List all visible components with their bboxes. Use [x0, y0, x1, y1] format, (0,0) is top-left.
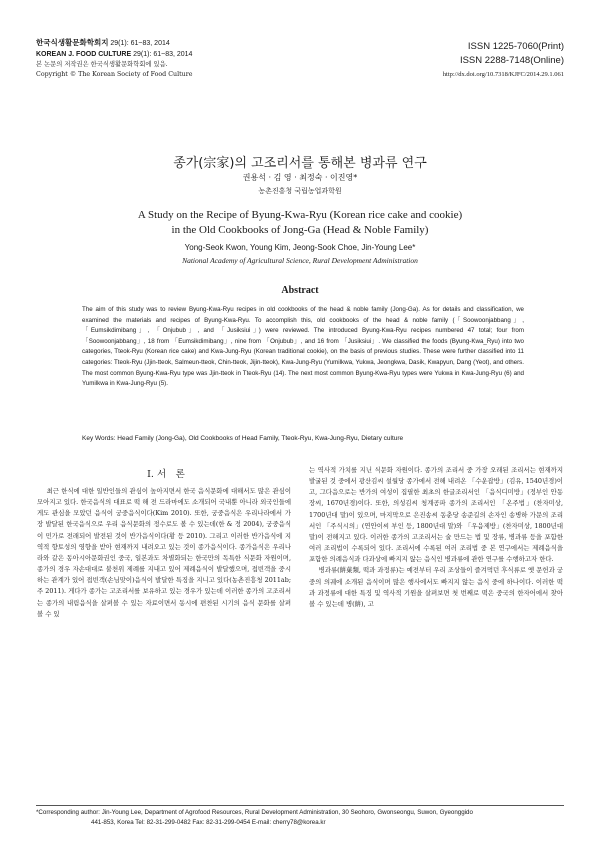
abstract-text: The aim of this study was to review Byung-Kwa-Ryu recipes in old cookbooks of the head & noble family (Jong-Ga). As for details and classification, we examined the materials and recipes of Byung-Kwa-Ryu. To accomplish this, old cookbooks of the head & noble family (「Soowoonjabbang」, 「Eumsikdimibang」, 「Onjubub」, and 「Jusiksiui」) were reviewed. The introduced Byung-Kwa-Ryu recipes numbered 47 total; four from 「Soowoonjabbang」, 18 from 「Eumsikdimibang」, nine from 「Onjubub」, and 16 from 「Jusiksiui」. We classified the foods (Byung-Kwa_Ryu) into two categories, Tteok-Ryu (Korean rice cake) and Kwa-Jung-Ryu (Korean traditional cookie), on the basis of previous studies. These were further classified into 11 categories: Tteok-Ryu (Jjin-tteok, Salmeun-tteok, Chin-tteok, Jijin-tteok), Kwa-Jung-Ryu (Yumilkwa, Yukwa, Jeongkwa, Dasik, Kwapyun, Dang (Yeot), and others. The most common Byung-Kwa-Ryu type was Jjin-tteok in Tteok-Ryu (14). The next most common Byung-Kwa-Ryu types were Yukwa in Kwa-Jung-Ryu (6) and Yumilkwa in Kwa-Jung-Ryu (5). — [82, 306, 524, 388]
section-heading-introduction: Ⅰ. 서 론 — [147, 469, 185, 480]
body-paragraph: 는 역사적 가치를 지닌 식문화 자원이다. 종가의 조리서 중 가장 오래된 조리서는 현재까지 발굴된 것 중에서 광산김씨 설월당 종가에서 전해 내려온 「수운잡방」(김유, 1540년경)이고, 그다음으로는 반가의 여성이 집필한 최초의 한글조리서인 「음식디미방」(정부인 안동장씨, 1670년경)이다. 또한, 의성김씨 청계공파 종가의 조리서인 「온주법」(찬자미상, 1700년대 말)이 있으며, 마지막으로 은진송씨 동춘당 송준길의 손자인 송병하 가문의 조리서인 「주식시의」(연안이씨 부인 등, 1800년대 말)와 「우음제방」(찬자미상, 1800년대 말)이 전해지고 있다. 이러한 종가의 고조리서는 술 만드는 법 및 장류, 병과류 등을 포함한 여러 조리법이 수록되어 있다. 조리서에 수록된 여러 조리법 중 본 연구에서는 제례음식을 포함한 의례음식과 다과상에 빠지지 않는 음식인 병과류에 관한 연구를 수행하고자 한다. — [309, 466, 563, 564]
journal-name-en: KOREAN J. FOOD CULTURE — [36, 51, 132, 58]
body-column-right — [309, 465, 563, 610]
keywords: Key Words: Head Family (Jong-Ga), Old Cookbooks of Head Family, Tteok-Ryu, Kwa-Jung-Ryu, Dietary culture — [82, 435, 404, 442]
authors-korean: 권용석 · 김 영 · 최정숙 · 이진영* — [242, 173, 358, 182]
abstract-heading: Abstract — [281, 285, 319, 296]
doi-link[interactable]: http://dx.doi.org/10.7318/KJFC/2014.29.1.061 — [442, 71, 564, 78]
copyright-en: Copyright © The Korean Society of Food Culture — [36, 71, 193, 78]
body-column-left — [37, 486, 291, 620]
body-paragraph: 병과류(餠菓類, 떡과 과정류)는 예전부터 우리 조상들이 즐겨먹던 후식류로 옛 문헌과 궁중의 의궤에 소개된 음식이며 많은 행사에서도 빠지지 않는 음식 중에 하나이다. 이러한 떡과 과정류에 대한 특징 및 역사적 기원을 살펴보면 첫 번째로 떡은 중국의 한자어에서 찾아볼 수 있는데 병(餠), 고 — [309, 566, 563, 608]
body-paragraph: 최근 한식에 대한 일반인들의 관심이 높아지면서 한국 음식문화에 대해서도 많은 관심이 모아지고 있다. 한국음식의 대표로 떡 해 전 드라마에도 소개되어 국내뿐 아니라 외국인들에게도 관심을 모았던 음식이 궁중음식이다(Kim 2010). 또한, 궁중음식은 우리나라에서 가장 발달된 한국음식으로 우리 음식문화의 정수로도 볼 수 있는데(한 & 정 2004), 궁중음식이 민가로 전래되어 발전된 것이 반가음식이다(황 등 2010). 그리고 이러한 반가음식에 지역적 향토성의 영향을 받아 현재까지 내려오고 있는 것이 종가음식이다. 종가음식은 우리나라와 같은 동아시아문화권인 중국, 일본과도 차별화되는 한국만의 독특한 식문화 자원이며, 종가의 경우 자손대대로 불천위 제례를 지내고 있어 제례음식이 발달했으며, 접빈객을 중시하는 관계가 있어 접빈객(손님맞이)음식이 발달한 특징을 지니고 있다(농촌진흥청 2011ab; 주 2011). 게다가 종가는 고조리서를 보유하고 있는 경우가 있는데 이러한 종가의 고조리서는 종가의 내림음식을 살펴볼 수 있는 자료이면서 동시에 편찬된 시기의 음식 문화를 살펴 볼 수 있 — [37, 487, 291, 618]
affiliation-english: National Academy of Agricultural Science, Rural Development Administration — [182, 256, 418, 265]
title-english — [60, 208, 540, 238]
journal-name-ko: 한국식생활문화학회지 — [36, 38, 109, 47]
journal-volume-en: 29(1): 61~83, 2014 — [131, 51, 193, 58]
affiliation-korean: 농촌진흥청 국립농업과학원 — [258, 187, 342, 195]
title-english-line1: A Study on the Recipe of Byung-Kwa-Ryu (Korean rice cake and cookie) — [137, 209, 463, 221]
issn-block — [344, 40, 564, 80]
issn-print: ISSN 1225-7060(Print) — [467, 41, 564, 52]
title-english-line2: in the Old Cookbooks of Jong-Ga (Head & Noble Family) — [171, 224, 429, 236]
journal-volume-ko: 29(1): 61~83, 2014 — [108, 40, 170, 47]
copyright-ko: 본 논문의 저작권은 한국식생활문화학회에 있음. — [36, 61, 168, 68]
footnote-divider — [36, 805, 564, 806]
footnote-corresponding-author — [36, 808, 564, 827]
journal-header — [36, 38, 336, 80]
issn-online: ISSN 2288-7148(Online) — [459, 55, 564, 66]
footnote-line: *Corresponding author: Jin-Young Lee, Department of Agrofood Resources, Rural Development Administration, 30 Seohoro, Gwonseongu, Suwon, Gyeonggido — [36, 809, 473, 816]
footnote-line: 441-853, Korea Tel: 82-31-299-0482 Fax: 82-31-299-0454 E-mail: cherry78@korea.kr — [91, 818, 326, 826]
authors-english: Yong-Seok Kwon, Young Kim, Jeong-Sook Choe, Jin-Young Lee* — [184, 243, 416, 252]
title-korean: 종가(宗家)의 고조리서를 통해본 병과류 연구 — [173, 156, 427, 171]
